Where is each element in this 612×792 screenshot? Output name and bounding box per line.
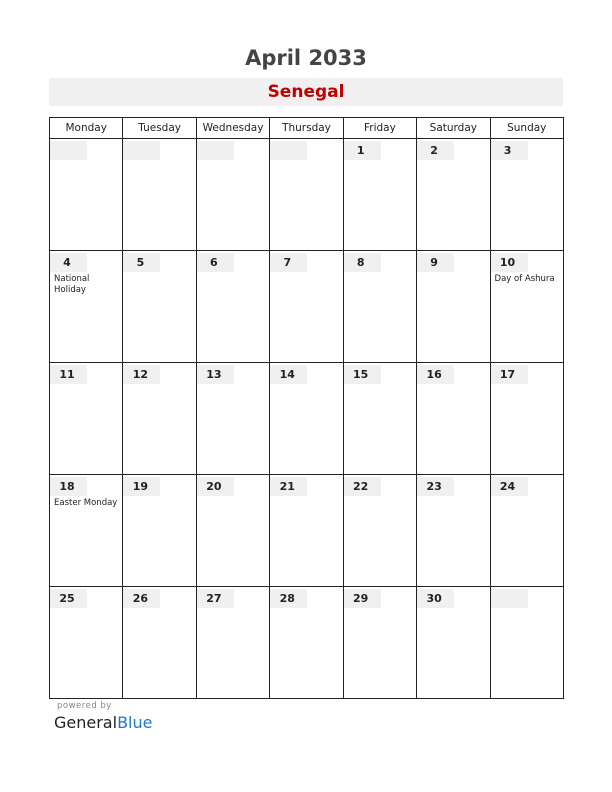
day-number-text: 1: [356, 144, 365, 157]
day-cell[interactable]: [123, 251, 196, 363]
holiday-label: Easter Monday: [54, 498, 118, 508]
day-cell[interactable]: [123, 139, 196, 251]
day-number: [270, 253, 307, 272]
day-cell[interactable]: [417, 587, 490, 699]
weekday-header: Sunday: [490, 118, 563, 139]
day-number: [491, 141, 528, 160]
week-row: [50, 587, 564, 699]
day-cell[interactable]: [50, 587, 123, 699]
day-number: [50, 477, 87, 496]
day-number: [197, 365, 234, 384]
calendar-grid: [49, 117, 564, 699]
day-number: [50, 589, 87, 608]
day-number: [50, 253, 87, 272]
day-cell[interactable]: [123, 363, 196, 475]
day-number: [417, 253, 454, 272]
day-number: [197, 477, 234, 496]
day-number: [344, 477, 381, 496]
week-row: [50, 251, 564, 363]
day-cell[interactable]: [490, 139, 563, 251]
week-row: [50, 139, 564, 251]
day-number: [344, 141, 381, 160]
day-number: [344, 253, 381, 272]
day-cell[interactable]: [343, 251, 416, 363]
day-number-text: 11: [59, 368, 75, 381]
day-number-text: 2: [430, 144, 438, 157]
weekday-header: Monday: [50, 118, 123, 139]
day-cell[interactable]: [196, 139, 269, 251]
day-cell[interactable]: [123, 475, 196, 587]
day-cell[interactable]: [196, 251, 269, 363]
day-cell[interactable]: [490, 251, 563, 363]
day-number: [344, 589, 381, 608]
day-number-text: 25: [59, 592, 75, 605]
day-cell[interactable]: [417, 139, 490, 251]
day-number: [197, 589, 234, 608]
day-number: [270, 477, 307, 496]
day-number-text: 19: [132, 480, 149, 493]
day-number: [123, 477, 160, 496]
day-cell[interactable]: [490, 363, 563, 475]
day-cell[interactable]: [417, 363, 490, 475]
day-number-text: 4: [63, 256, 71, 269]
day-number: [123, 365, 160, 384]
day-cell[interactable]: [196, 587, 269, 699]
day-number: [417, 141, 454, 160]
day-number: [50, 365, 87, 384]
day-number: [123, 589, 160, 608]
day-number: [123, 253, 160, 272]
day-number-text: 30: [426, 592, 442, 605]
day-cell[interactable]: [490, 475, 563, 587]
week-row: [50, 363, 564, 475]
day-number-text: 15: [353, 368, 369, 381]
day-number-text: 14: [279, 368, 295, 381]
day-number-text: 8: [356, 256, 365, 269]
day-number-text: 16: [426, 368, 442, 381]
day-number-text: 6: [210, 256, 218, 269]
holiday-label: National Holiday: [54, 274, 90, 295]
day-number-text: 10: [499, 256, 516, 269]
day-cell[interactable]: [343, 363, 416, 475]
day-number-text: 7: [283, 256, 292, 269]
day-cell[interactable]: [50, 251, 123, 363]
day-cell[interactable]: [343, 587, 416, 699]
day-number-text: 18: [59, 480, 75, 493]
powered-by-label: powered by: [57, 701, 112, 711]
day-number: [270, 365, 307, 384]
day-cell[interactable]: [343, 475, 416, 587]
weekday-header: Tuesday: [123, 118, 196, 139]
day-number-text: 27: [206, 592, 222, 605]
day-number: [123, 141, 160, 160]
day-number: [270, 141, 307, 160]
day-number: [417, 477, 454, 496]
day-cell[interactable]: [270, 363, 343, 475]
day-number: [197, 253, 234, 272]
brand-general: General: [54, 713, 118, 732]
day-number: [491, 253, 528, 272]
day-number: [417, 365, 454, 384]
day-cell[interactable]: [343, 139, 416, 251]
week-row: [50, 475, 564, 587]
day-number-text: 3: [503, 144, 512, 157]
day-cell[interactable]: [270, 251, 343, 363]
day-cell[interactable]: [123, 587, 196, 699]
day-number-text: 28: [279, 592, 295, 605]
weekday-header: Wednesday: [196, 118, 269, 139]
day-cell[interactable]: [50, 475, 123, 587]
day-cell[interactable]: [417, 251, 490, 363]
brand-blue: Blue: [117, 713, 153, 732]
day-number: [491, 365, 528, 384]
day-number: [491, 477, 528, 496]
day-number-text: 20: [206, 480, 222, 493]
day-cell[interactable]: [270, 587, 343, 699]
day-number-text: 17: [499, 368, 516, 381]
day-number-text: 13: [206, 368, 222, 381]
day-number: [417, 589, 454, 608]
weekday-header: Thursday: [270, 118, 343, 139]
day-cell[interactable]: [196, 475, 269, 587]
day-number-text: 22: [353, 480, 369, 493]
day-number: [491, 589, 528, 608]
day-number-text: 29: [353, 592, 369, 605]
day-number-text: 26: [132, 592, 149, 605]
day-number-text: 21: [279, 480, 295, 493]
holiday-label: Day of Ashura: [494, 274, 555, 284]
day-number: [344, 365, 381, 384]
day-number: [197, 141, 234, 160]
day-number-text: 5: [136, 256, 145, 269]
day-number: [50, 141, 87, 160]
day-cell[interactable]: [270, 139, 343, 251]
day-cell[interactable]: [196, 363, 269, 475]
weekday-header: Friday: [343, 118, 416, 139]
weekday-header-row: [50, 118, 564, 139]
day-cell[interactable]: [270, 475, 343, 587]
weekday-header: Saturday: [417, 118, 490, 139]
page-title: April 2033: [245, 46, 367, 70]
day-cell[interactable]: [50, 139, 123, 251]
day-cell[interactable]: [490, 587, 563, 699]
country-name: Senegal: [49, 78, 563, 106]
day-number-text: 9: [430, 256, 438, 269]
day-number-text: 24: [499, 480, 516, 493]
day-number-text: 12: [132, 368, 149, 381]
day-cell[interactable]: [417, 475, 490, 587]
day-number: [270, 589, 307, 608]
brand-logo: [54, 713, 152, 732]
day-cell[interactable]: [50, 363, 123, 475]
day-number-text: 23: [426, 480, 442, 493]
